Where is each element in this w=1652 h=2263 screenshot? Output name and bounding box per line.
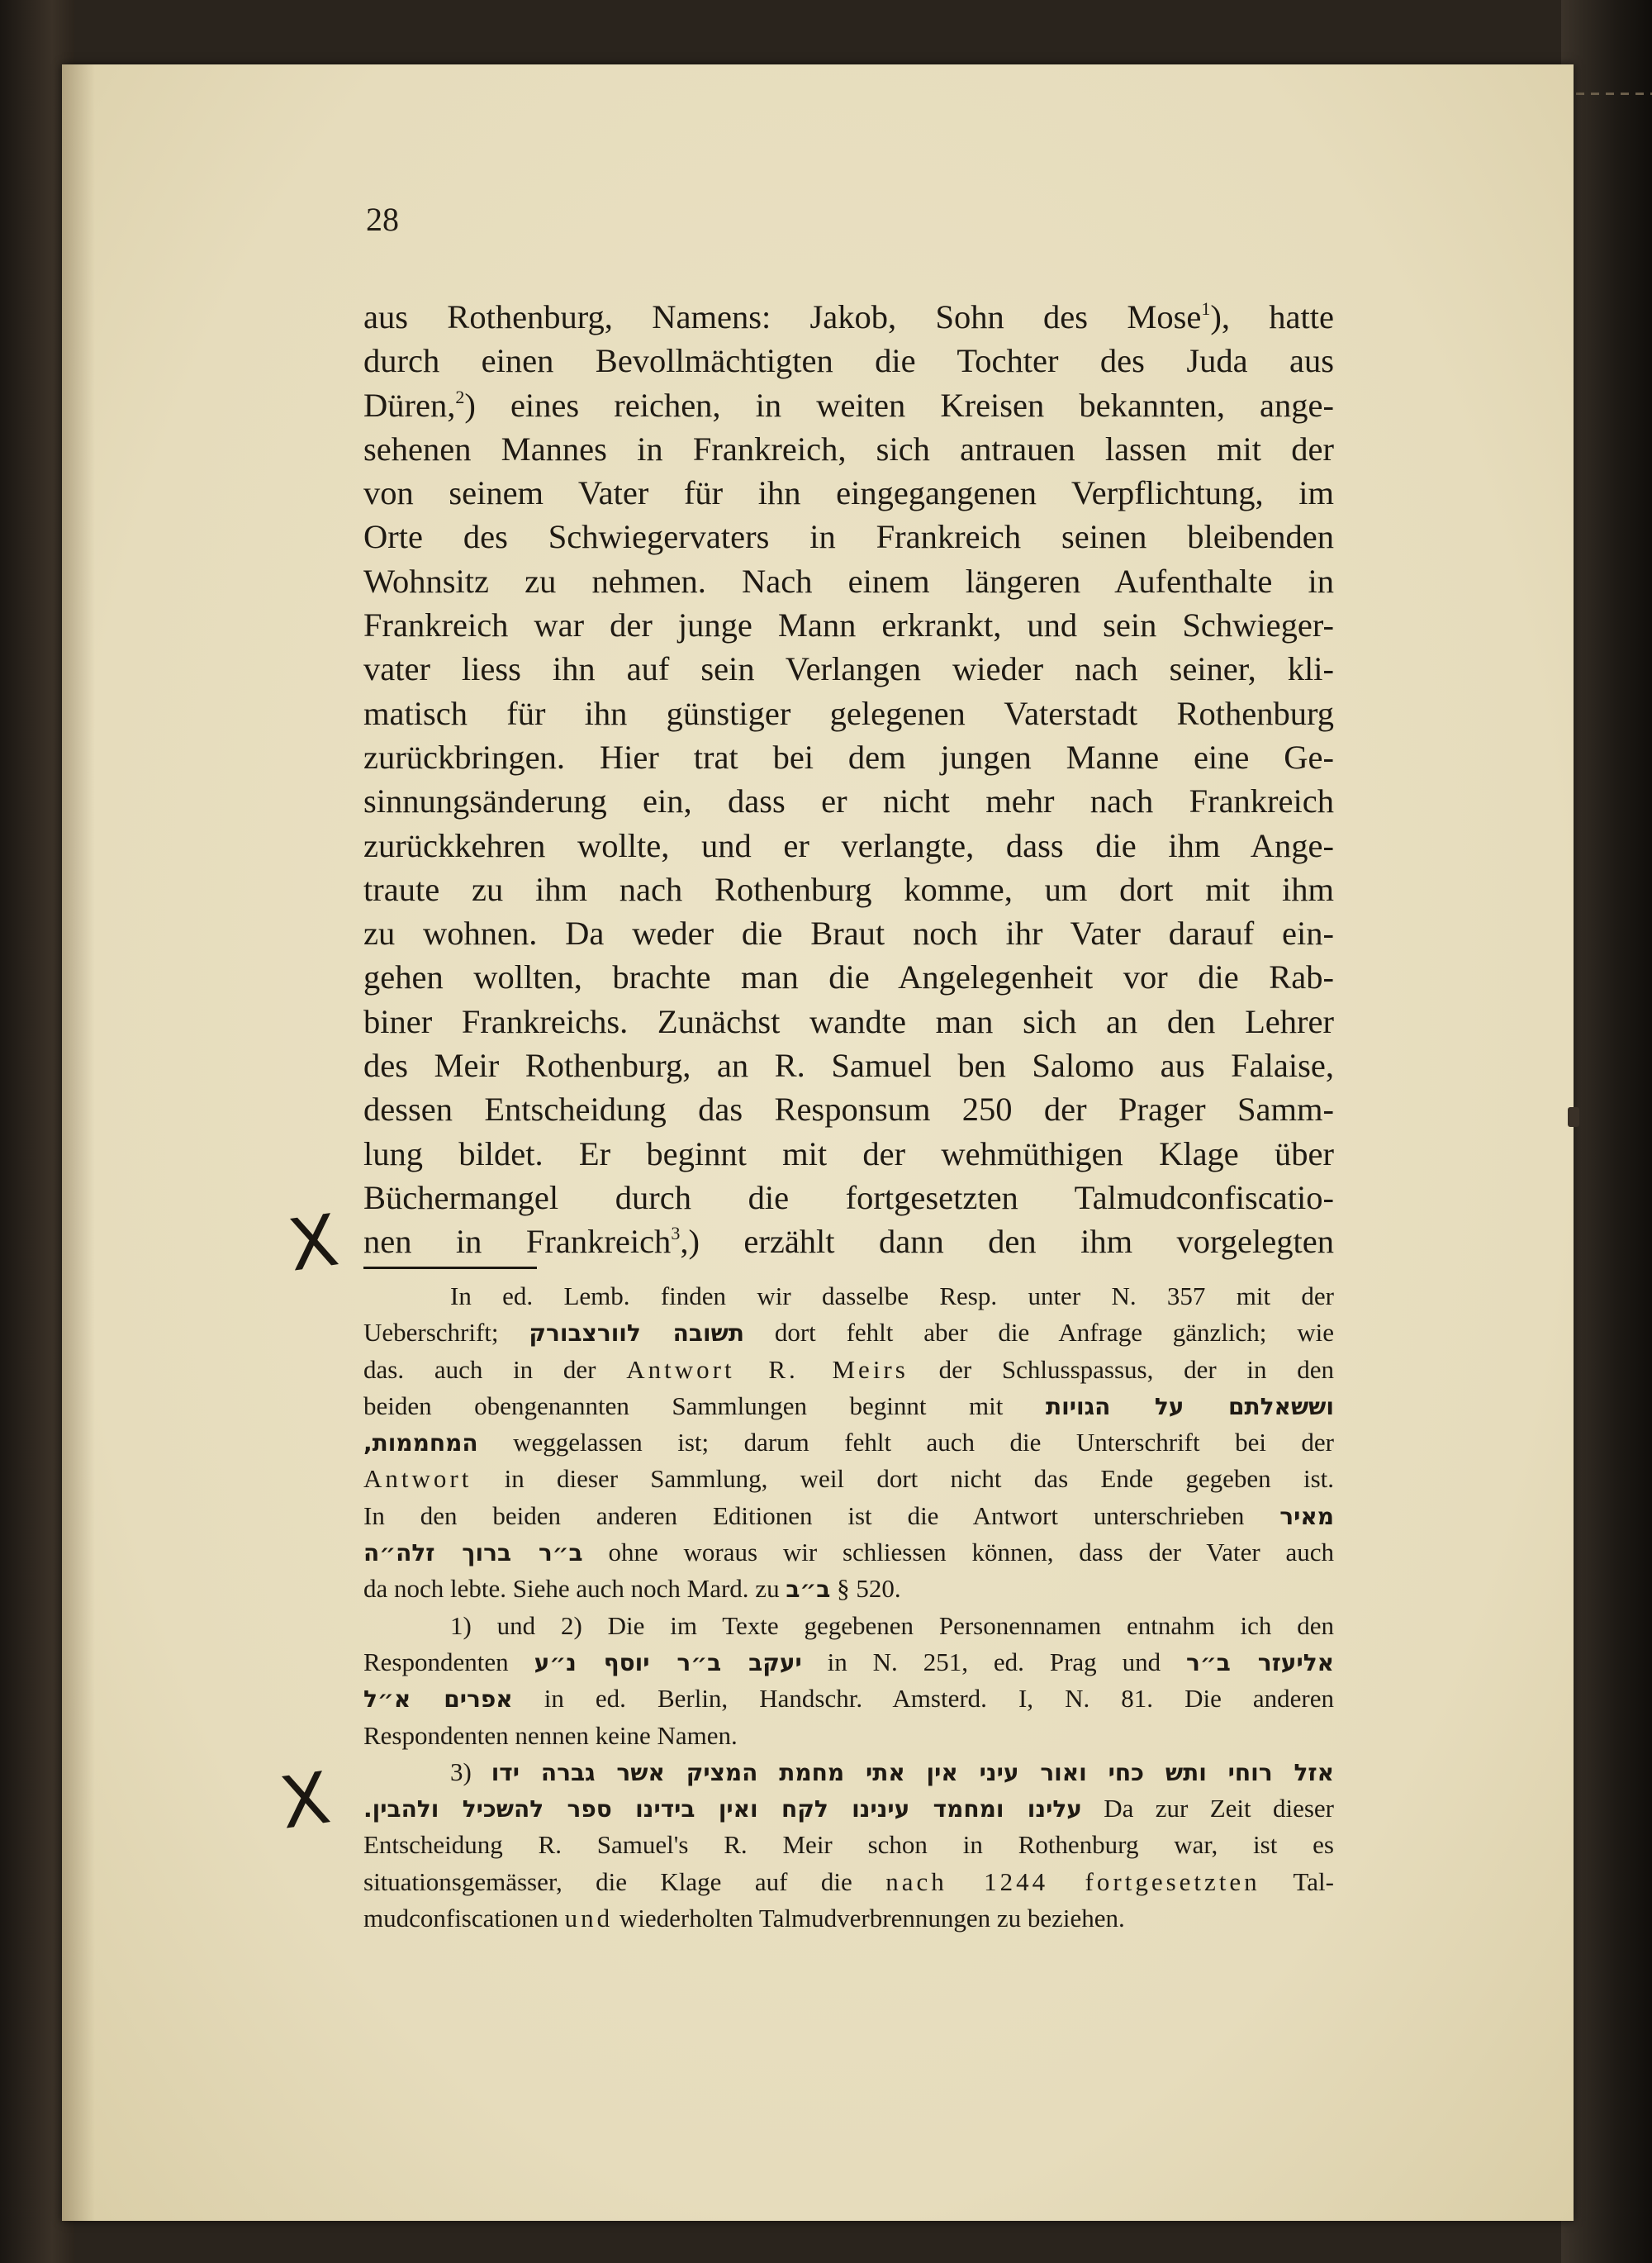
footnote-line: In den beiden anderen Editionen ist die Antwort unterschrieben מאיר	[363, 1500, 1334, 1530]
body-line	[363, 1087, 1334, 1131]
body-line	[363, 427, 1334, 471]
footnote-line: 1) und 2) Die im Texte gegebenen Personennamen entnahm ich den	[450, 1610, 1334, 1640]
body-line	[363, 559, 1334, 603]
body-line	[363, 911, 1334, 955]
footnote-line: עלינו ומחמד עינינו לקח ואין בידינו ספר להשכיל ולהבין. Da zur Zeit dieser	[363, 1794, 1334, 1823]
margin-cross-mark: X	[275, 1757, 335, 1846]
margin-cross-mark: X	[283, 1199, 344, 1288]
footnote-line: ב״ר ברוך זלה״ה ohne woraus wir schliessen können, dass der Vater auch	[363, 1538, 1334, 1567]
body-line	[363, 824, 1334, 868]
body-text-span: zu wohnen. Da weder die Braut noch ihr Vater darauf ein-	[363, 915, 1334, 953]
footnote-line: da noch lebte. Siehe auch noch Mard. zu ב״ב § 520.	[363, 1574, 901, 1604]
footnote-line: אפרים א״ל in ed. Berlin, Handschr. Amsterd. I, N. 81. Die anderen	[363, 1684, 1334, 1714]
footnote-line: situationsgemässer, die Klage auf die nach 1244 fortgesetzten Tal-	[363, 1866, 1334, 1896]
body-line	[363, 868, 1334, 911]
edge-rule	[1561, 93, 1652, 95]
body-text-span: von seinem Vater für ihn eingegangenen Verpflichtung, im	[363, 474, 1334, 512]
body-line	[363, 955, 1334, 999]
footnote-ref: 3	[671, 1223, 681, 1244]
body-text-span: gehen wollten, brachte man die Angelegenheit vor die Rab-	[363, 958, 1334, 996]
body-text-span: matisch für ihn günstiger gelegenen Vaterstadt Rothenburg	[363, 694, 1334, 732]
body-text-span: nen in Frankreich	[363, 1223, 672, 1261]
body-line	[363, 295, 1334, 339]
body-text-span: durch einen Bevollmächtigten die Tochter des Juda aus	[363, 342, 1334, 380]
body-line	[363, 647, 1334, 691]
body-text-span: vater liess ihn auf sein Verlangen wieder nach seiner, kli-	[363, 650, 1334, 688]
footnotes	[363, 1278, 1334, 1937]
body-text-span: dessen Entscheidung das Responsum 250 der Prager Samm-	[363, 1091, 1334, 1129]
footnote-line: das. auch in der Antwort R. Meirs der Schlusspassus, der in den	[363, 1354, 1334, 1384]
body-line	[363, 471, 1334, 515]
body-text-span: ,) erzählt dann den ihm vorgelegten	[680, 1223, 1334, 1261]
footnote-line: beiden obengenannten Sammlungen beginnt mit וששאלתם על הגויות	[363, 1391, 1334, 1420]
body-line	[363, 1044, 1334, 1087]
body-line	[363, 1219, 1334, 1263]
body-text	[363, 295, 1334, 1264]
body-line	[363, 1176, 1334, 1219]
body-text-span: ), hatte	[1210, 298, 1334, 335]
body-text-span: ) eines reichen, in weiten Kreisen bekannten, ange-	[464, 386, 1334, 424]
body-line	[363, 692, 1334, 735]
body-line	[363, 1132, 1334, 1176]
body-text-span: zurückbringen. Hier trat bei dem jungen Manne eine Ge-	[363, 738, 1334, 776]
body-line	[363, 735, 1334, 779]
footnote-line: mudconfiscationen und wiederholten Talmudverbrennungen zu beziehen.	[363, 1904, 1125, 1933]
body-text-span: Wohnsitz zu nehmen. Nach einem längeren Aufenthalte in	[363, 562, 1334, 600]
body-text-span: sehenen Mannes in Frankreich, sich antrauen lassen mit der	[363, 430, 1334, 468]
footnote-ref: 1	[1201, 298, 1211, 319]
body-line	[363, 515, 1334, 559]
body-text-span: Düren,	[363, 386, 456, 424]
body-line	[363, 1000, 1334, 1044]
footnote-line: Respondenten יעקב ב״ר יוסף נ״ע in N. 251, ed. Prag und אליעזר ב״ר	[363, 1647, 1334, 1676]
body-line	[363, 339, 1334, 383]
spine-shadow	[62, 64, 95, 2221]
footnote-line: Entscheidung R. Samuel's R. Meir schon in Rothenburg war, ist es	[363, 1830, 1334, 1860]
footnote-line: 3) אזל רוחי ותש כחי ואור עיני אין אתי מחמת המציק אשר גברה ידו	[450, 1757, 1334, 1786]
body-line	[363, 383, 1334, 427]
footnote-line: Antwort in dieser Sammlung, weil dort nicht das Ende gegeben ist.	[363, 1464, 1334, 1494]
body-text-span: sinnungsänderung ein, dass er nicht mehr nach Frankreich	[363, 782, 1334, 820]
footnote-ref: 2	[455, 386, 465, 407]
body-text-span: lung bildet. Er beginnt mit der wehmüthigen Klage über	[363, 1134, 1334, 1172]
footnote-line: In ed. Lemb. finden wir dasselbe Resp. unter N. 357 mit der	[450, 1281, 1334, 1310]
footnote-line: Ueberschrift; תשובה לוורצבורק dort fehlt aber die Anfrage gänzlich; wie	[363, 1318, 1334, 1348]
edge-tick-mark	[1568, 1107, 1579, 1127]
body-text-span: Frankreich war der junge Mann erkrankt, und sein Schwieger-	[363, 606, 1334, 644]
body-line	[363, 779, 1334, 823]
body-text-span: des Meir Rothenburg, an R. Samuel ben Salomo aus Falaise,	[363, 1047, 1334, 1085]
body-text-span: aus Rothenburg, Namens: Jakob, Sohn des Mose	[363, 298, 1202, 335]
handwritten-underline	[363, 1267, 537, 1269]
body-text-span: traute zu ihm nach Rothenburg komme, um dort mit ihm	[363, 870, 1334, 908]
book-cover-right	[1561, 0, 1652, 2263]
body-text-span: Orte des Schwiegervaters in Frankreich seinen bleibenden	[363, 518, 1334, 556]
body-text-span: biner Frankreichs. Zunächst wandte man sich an den Lehrer	[363, 1002, 1334, 1040]
footnote-line: Respondenten nennen keine Namen.	[363, 1720, 738, 1750]
footnote-line: המחממות, weggelassen ist; darum fehlt auch die Unterschrift bei der	[363, 1428, 1334, 1457]
body-line	[363, 603, 1334, 647]
body-text-span: Büchermangel durch die fortgesetzten Talmudconfiscatio-	[363, 1178, 1334, 1216]
body-text-span: zurückkehren wollte, und er verlangte, dass die ihm Ange-	[363, 826, 1334, 864]
page-number: 28	[366, 201, 399, 238]
